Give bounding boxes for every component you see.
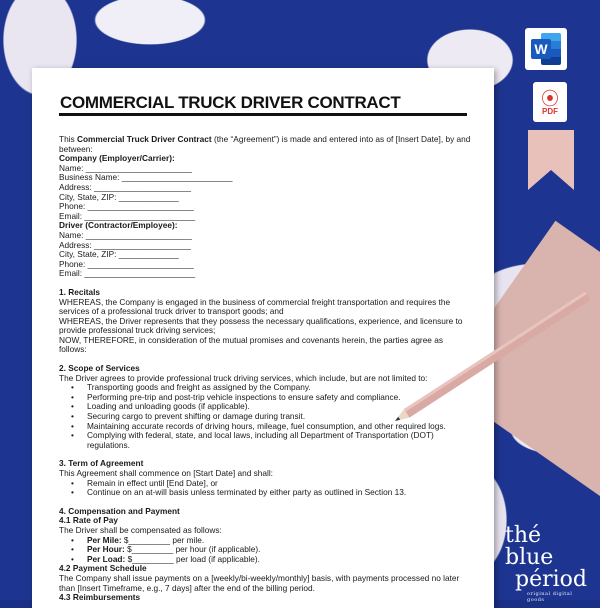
subsection-heading: 4.2 Payment Schedule (59, 563, 147, 574)
document-body (59, 135, 471, 603)
driver-field: Phone: _______________________ (59, 258, 194, 269)
pay-item: • Per Mile: $_________ per mile. (59, 536, 471, 546)
company-field: Email: ________________________ (59, 210, 196, 221)
list-item: • Remain in effect until [End Date], or (59, 479, 471, 489)
company-field: Phone: _______________________ (59, 201, 194, 212)
brand-line-1: thé blue (505, 523, 554, 570)
pdf-label: PDF (542, 107, 558, 116)
intro-paragraph: This Commercial Truck Driver Contract (the “Agreement”) is made and entered into as of [Insert Date], by and between: (59, 134, 471, 154)
list-item: • Transporting goods and freight as assigned by the Company. (59, 383, 471, 393)
title-underline (59, 113, 467, 116)
acrobat-icon: ⦿ (541, 89, 559, 109)
company-field: Address: _____________________ (59, 181, 191, 192)
company-field: City, State, ZIP: _____________ (59, 191, 179, 202)
company-field: Name: _______________________ (59, 162, 192, 173)
company-heading: Company (Employer/Carrier): (59, 153, 175, 164)
list-item: • Maintaining accurate records of driving hours, mileage, fuel consumption, and other required logs. (59, 422, 471, 432)
list-item: • Performing pre-trip and post-trip vehicle inspections to ensure safety and compliance. (59, 393, 471, 403)
driver-field: Name: _______________________ (59, 229, 192, 240)
section-heading: 4. Compensation and Payment (59, 505, 180, 516)
pay-item: • Per Hour: $_________ per hour (if applicable). (59, 545, 471, 555)
driver-field: Address: _____________________ (59, 239, 191, 250)
list-item: • Continue on an at-will basis unless terminated by either party as outlined in Section 13. (59, 488, 471, 498)
ribbon-bookmark-icon (528, 130, 574, 190)
document-title: COMMERCIAL TRUCK DRIVER CONTRACT (60, 93, 401, 112)
recital-line: WHEREAS, the Company is engaged in the business of commercial freight transportation and requires the services of a professional truck driver to transport goods; and (59, 296, 451, 317)
section-intro: This Agreement shall commence on [Start Date] and shall: (59, 468, 273, 478)
section-intro: The Driver agrees to provide professional truck driving services, which include, but are not limited to: (59, 372, 428, 383)
brand-logo (505, 525, 585, 603)
list-item: • Securing cargo to prevent shifting or damage during transit. (59, 412, 471, 422)
driver-field: City, State, ZIP: _____________ (59, 249, 179, 260)
pay-item: • Per Load: $_________ per load (if applicable). (59, 555, 471, 565)
word-file-icon (525, 28, 567, 70)
subsection-heading: 4.1 Rate of Pay (59, 515, 119, 526)
list-item: • Loading and unloading goods (if applicable). (59, 402, 471, 412)
driver-heading: Driver (Contractor/Employee): (59, 220, 178, 231)
brand-tagline: original digital goods (527, 591, 573, 603)
driver-field: Email: ________________________ (59, 268, 196, 279)
word-letter: W (531, 39, 551, 59)
recital-line: WHEREAS, the Driver represents that they possess the necessary qualifications, experience, and licensure to provide professional truck driving services; (59, 315, 463, 336)
brand-line-2: périod (515, 567, 587, 592)
pdf-file-icon (533, 82, 567, 122)
recital-line: NOW, THEREFORE, in consideration of the mutual promises and covenants herein, the parties agree as follows: (59, 334, 443, 355)
payment-schedule-text: The Company shall issue payments on a [weekly/bi-weekly/monthly] basis, with payments processed no later than [Insert Timeframe, e.g., 7 days] after the end of the billing period. (59, 572, 460, 593)
section-heading: 2. Scope of Services (59, 363, 140, 374)
subsection-heading: 4.3 Reimbursements (59, 592, 141, 603)
section-intro: The Driver shall be compensated as follows: (59, 524, 222, 535)
section-heading: 1. Recitals (59, 286, 101, 297)
company-field: Business Name: ________________________ (59, 172, 233, 183)
section-heading: 3. Term of Agreement (59, 458, 144, 469)
list-item: • Complying with federal, state, and local laws, including all Department of Transportation (DOT) regulations. (59, 431, 471, 450)
